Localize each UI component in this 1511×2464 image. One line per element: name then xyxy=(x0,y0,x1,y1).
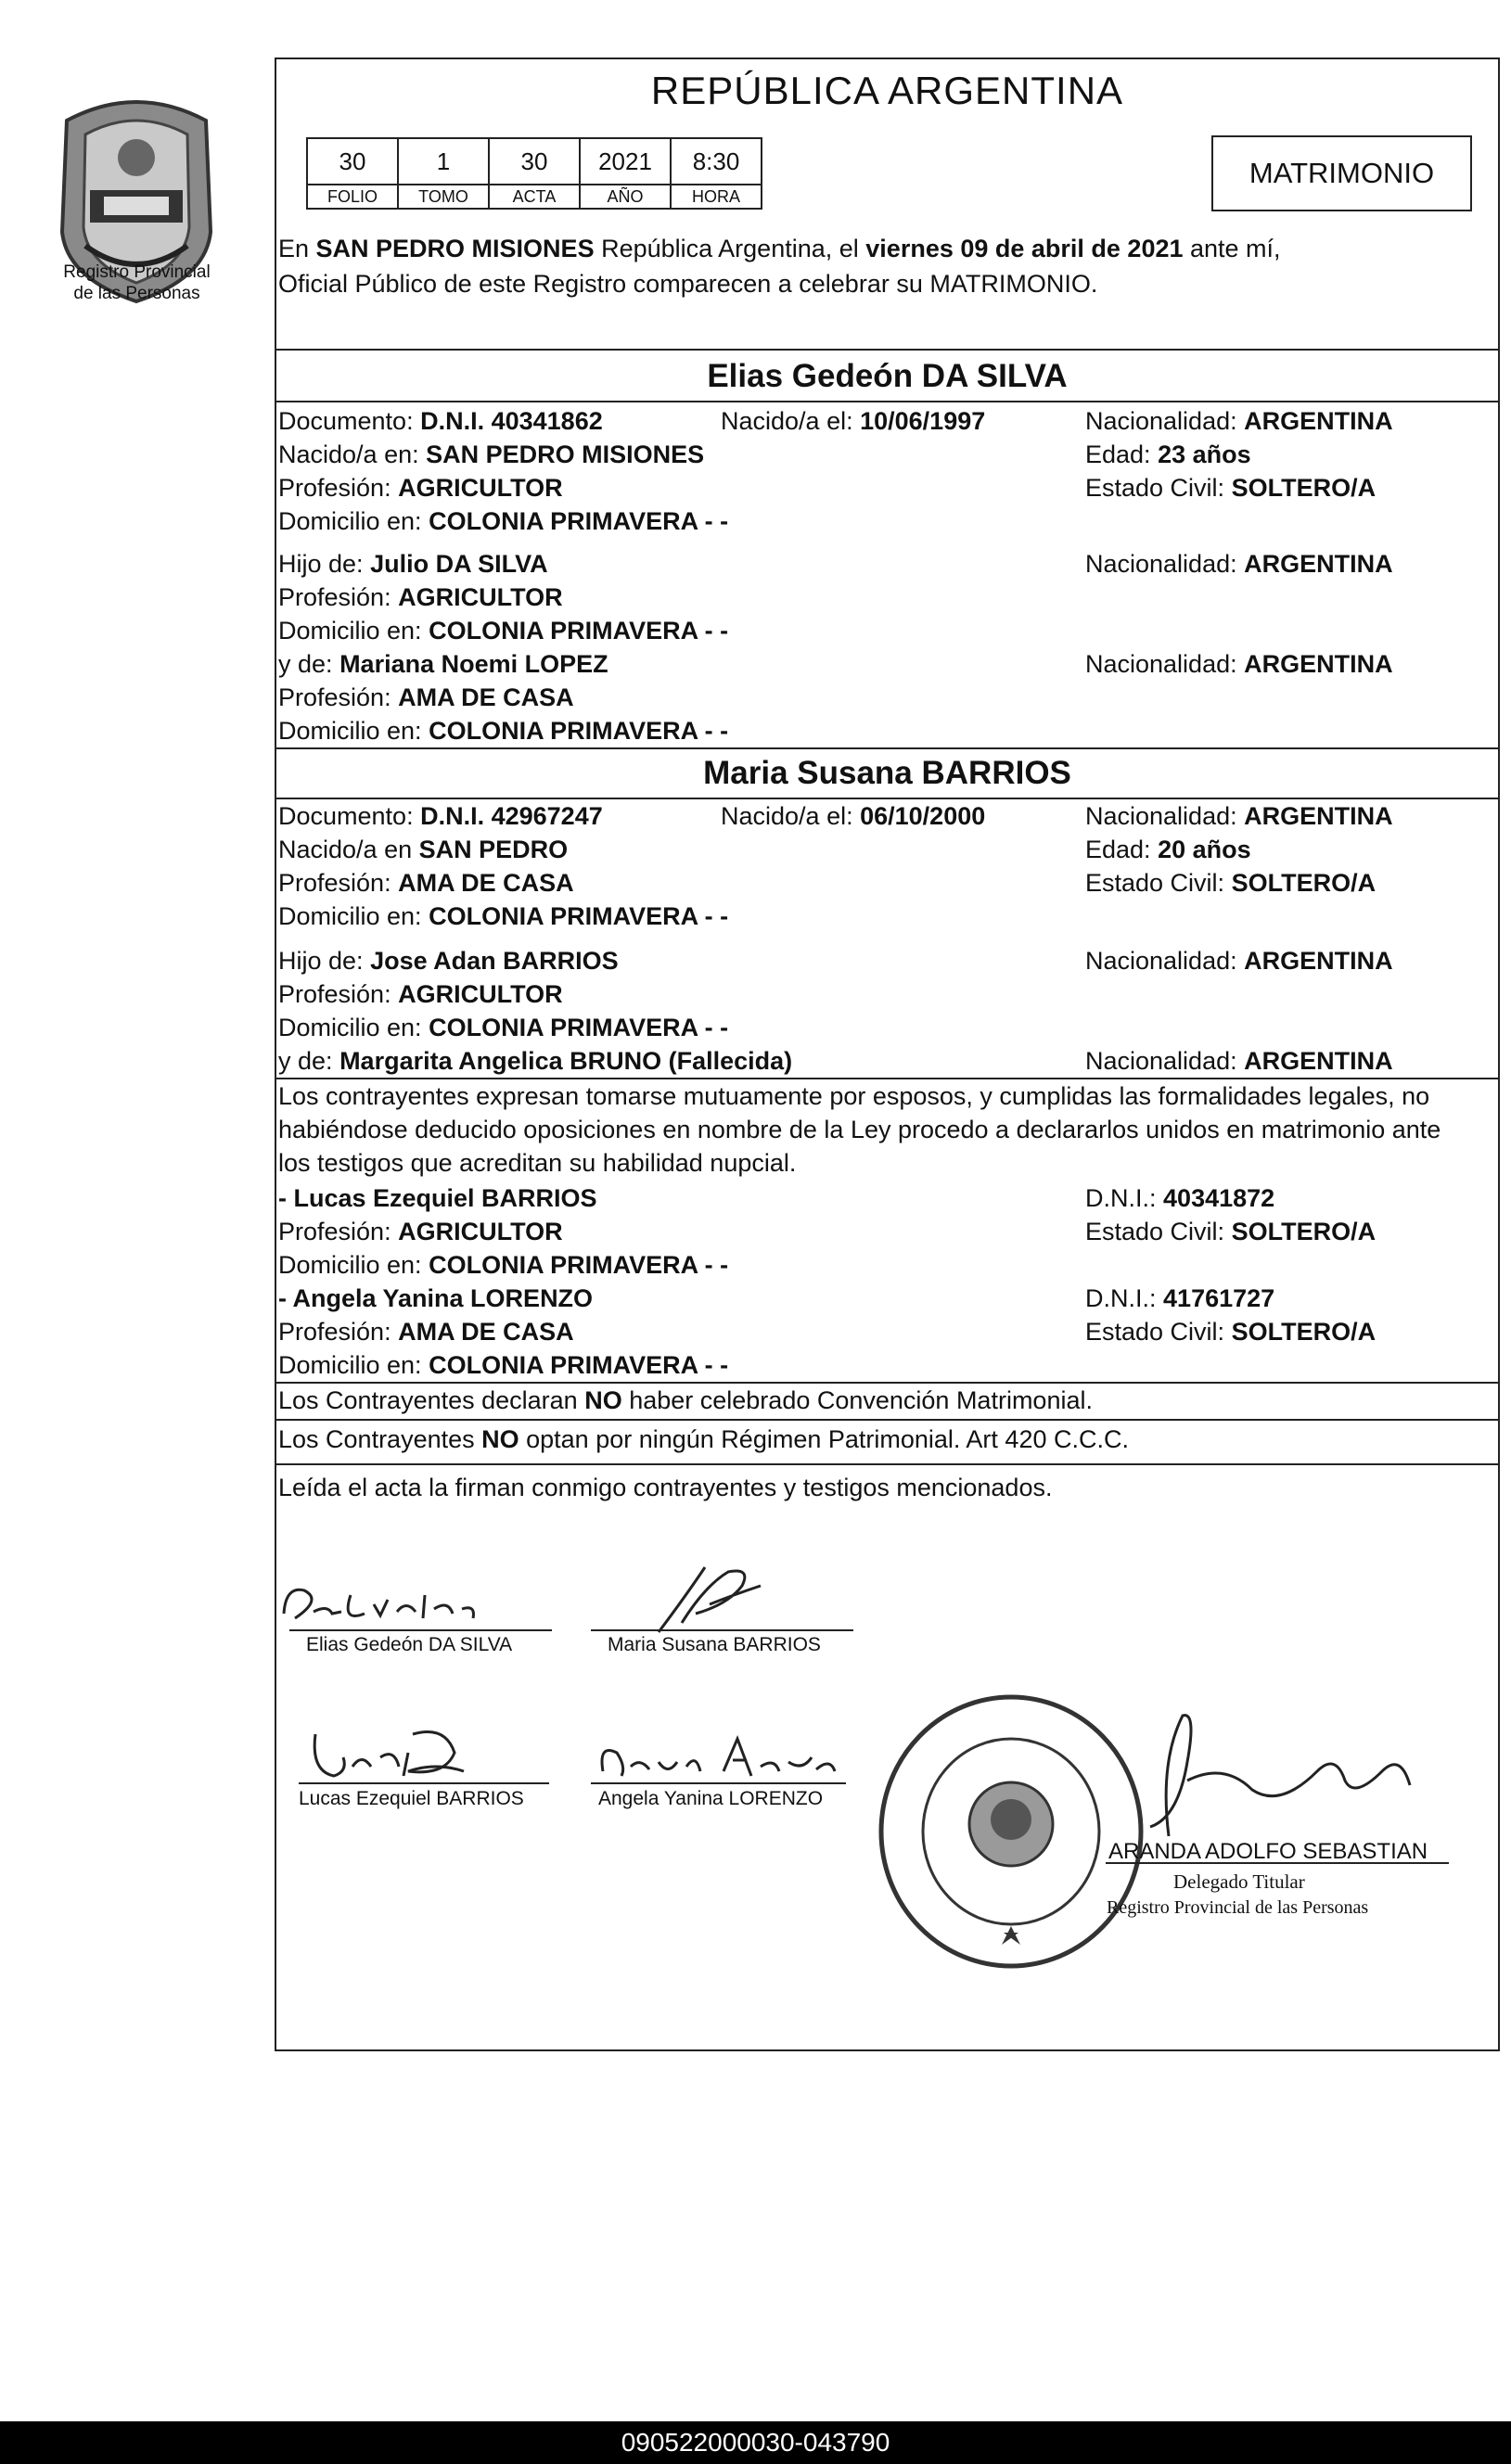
prof-value: AMA DE CASA xyxy=(398,683,574,711)
place-value: SAN PEDRO xyxy=(418,836,569,863)
divider xyxy=(275,401,1500,402)
prof-value: AMA DE CASA xyxy=(398,1318,574,1346)
regime-l2b: NO xyxy=(481,1425,519,1453)
spouse1-father-prof xyxy=(278,581,563,614)
nat-label: Nacionalidad: xyxy=(1085,802,1237,830)
born-value: 10/06/1997 xyxy=(860,407,986,435)
signature-line xyxy=(591,1629,853,1631)
hora-label: HORA xyxy=(671,185,762,209)
spouse1-place xyxy=(278,438,704,471)
spouse2-born xyxy=(721,799,985,833)
signature-name-2: Maria Susana BARRIOS xyxy=(608,1634,821,1655)
declaration-text xyxy=(278,1079,1495,1180)
age-label: Edad: xyxy=(1085,440,1151,468)
tomo-label: TOMO xyxy=(398,185,489,209)
dom-value: COLONIA PRIMAVERA - - xyxy=(429,1014,729,1041)
divider xyxy=(275,349,1500,351)
intro-p2: República Argentina, el xyxy=(594,235,866,262)
intro-p3: ante mí, xyxy=(1183,235,1281,262)
witness2-prof xyxy=(278,1315,574,1348)
nat-value: ARGENTINA xyxy=(1244,947,1393,975)
witness1-name: - Lucas Ezequiel BARRIOS xyxy=(278,1184,597,1212)
nat-label: Nacionalidad: xyxy=(1085,947,1237,975)
dni-label: D.N.I.: xyxy=(1085,1284,1157,1312)
spouse1-age xyxy=(1085,438,1251,471)
logo-caption xyxy=(28,262,246,304)
intro-place: SAN PEDRO MISIONES xyxy=(315,235,595,262)
intro-date: viernes 09 de abril de 2021 xyxy=(865,235,1184,262)
dni-label: D.N.I.: xyxy=(1085,1184,1157,1212)
prof-label: Profesión: xyxy=(278,1218,391,1245)
spouse2-civil xyxy=(1085,866,1376,900)
nat-value: ARGENTINA xyxy=(1244,650,1393,678)
father-value: Julio DA SILVA xyxy=(370,550,548,578)
spouse2-prof xyxy=(278,866,574,900)
signature-name-4: Angela Yanina LORENZO xyxy=(598,1788,824,1809)
signature-name-3: Lucas Ezequiel BARRIOS xyxy=(299,1788,524,1809)
prof-value: AMA DE CASA xyxy=(398,869,574,897)
spouse2-father-nat xyxy=(1085,944,1393,977)
spouse1-mother-nat xyxy=(1085,647,1393,681)
official-name: ARANDA ADOLFO SEBASTIAN xyxy=(1108,1839,1428,1864)
mother-value: Margarita Angelica BRUNO (Fallecida) xyxy=(339,1047,793,1075)
nat-label: Nacionalidad: xyxy=(1085,650,1237,678)
official-office: Registro Provincial de las Personas xyxy=(1107,1897,1369,1918)
declaration-line1: Los contrayentes expresan tomarse mutuamente por esposos, y cumplidas las formalidades legales, no xyxy=(278,1082,1430,1110)
regime-l2a: Los Contrayentes xyxy=(278,1425,482,1453)
spouse2-dom xyxy=(278,900,728,933)
regime-line2 xyxy=(278,1423,1129,1456)
dom-label: Domicilio en: xyxy=(278,507,422,535)
spouse2-place xyxy=(278,833,568,866)
nat-value: ARGENTINA xyxy=(1244,407,1393,435)
doc-value: D.N.I. 40341862 xyxy=(420,407,603,435)
spouse1-father-nat xyxy=(1085,547,1393,581)
civil-label: Estado Civil: xyxy=(1085,869,1225,897)
civil-value: SOLTERO/A xyxy=(1231,869,1377,897)
mother-label: y de: xyxy=(278,1047,333,1075)
signature-elias xyxy=(276,1577,555,1632)
spouse1-mother xyxy=(278,647,608,681)
intro-line1 xyxy=(278,232,1281,265)
dni-value: 41761727 xyxy=(1163,1284,1275,1312)
spouse1-born xyxy=(721,404,985,438)
folio-label: FOLIO xyxy=(307,185,398,209)
signature-name-1: Elias Gedeón DA SILVA xyxy=(306,1634,513,1655)
prof-label: Profesión: xyxy=(278,980,391,1008)
acta-label: ACTA xyxy=(489,185,580,209)
prof-label: Profesión: xyxy=(278,869,391,897)
nat-label: Nacionalidad: xyxy=(1085,1047,1237,1075)
signature-angela xyxy=(594,1725,844,1790)
official-title: Delegado Titular xyxy=(1173,1870,1305,1893)
closing-text: Leída el acta la firman conmigo contrayentes y testigos mencionados. xyxy=(278,1474,1053,1501)
spouse2-father-prof xyxy=(278,977,563,1011)
witness2-dom xyxy=(278,1348,728,1382)
anio-value: 2021 xyxy=(580,138,671,185)
civil-label: Estado Civil: xyxy=(1085,474,1225,502)
regime-line1 xyxy=(278,1384,1093,1417)
doc-value: D.N.I. 42967247 xyxy=(420,802,603,830)
prof-label: Profesión: xyxy=(278,683,391,711)
divider xyxy=(275,747,1500,749)
signature-line xyxy=(591,1782,846,1784)
nat-value: ARGENTINA xyxy=(1244,1047,1393,1075)
prof-label: Profesión: xyxy=(278,1318,391,1346)
place-label: Nacido/a en xyxy=(278,836,413,863)
logo-caption-line1: Registro Provincial xyxy=(63,262,211,282)
spouse2-father-dom xyxy=(278,1011,728,1044)
regime-l1b: NO xyxy=(584,1386,622,1414)
civil-value: SOLTERO/A xyxy=(1231,1318,1377,1346)
dom-value: COLONIA PRIMAVERA - - xyxy=(429,1351,729,1379)
spouse1-nat xyxy=(1085,404,1393,438)
signature-line xyxy=(299,1782,549,1784)
regime-l1a: Los Contrayentes declaran xyxy=(278,1386,585,1414)
spouse2-mother xyxy=(278,1044,792,1078)
dom-label: Domicilio en: xyxy=(278,1251,422,1279)
father-value: Jose Adan BARRIOS xyxy=(370,947,619,975)
spouse1-father-dom xyxy=(278,614,728,647)
dom-value: COLONIA PRIMAVERA - - xyxy=(429,617,729,645)
prof-value: AGRICULTOR xyxy=(398,980,563,1008)
witness1-prof xyxy=(278,1215,563,1248)
logo-caption-line2: de las Personas xyxy=(73,284,200,303)
nat-label: Nacionalidad: xyxy=(1085,407,1237,435)
mother-label: y de: xyxy=(278,650,333,678)
nat-value: ARGENTINA xyxy=(1244,550,1393,578)
intro-line2: Oficial Público de este Registro comparecen a celebrar su MATRIMONIO. xyxy=(278,270,1098,298)
prof-value: AGRICULTOR xyxy=(398,474,563,502)
dom-label: Domicilio en: xyxy=(278,1351,422,1379)
civil-value: SOLTERO/A xyxy=(1231,474,1377,502)
civil-value: SOLTERO/A xyxy=(1231,1218,1377,1245)
spouse1-name: Elias Gedeón DA SILVA xyxy=(707,358,1068,394)
spouse2-mother-nat xyxy=(1085,1044,1393,1078)
dni-value: 40341872 xyxy=(1163,1184,1275,1212)
nat-value: ARGENTINA xyxy=(1244,802,1393,830)
born-label: Nacido/a el: xyxy=(721,407,853,435)
dom-value: COLONIA PRIMAVERA - - xyxy=(429,717,729,745)
prof-value: AGRICULTOR xyxy=(398,1218,563,1245)
father-label: Hijo de: xyxy=(278,550,364,578)
spouse1-civil xyxy=(1085,471,1376,504)
spouse2-father xyxy=(278,944,619,977)
mother-value: Mariana Noemi LOPEZ xyxy=(339,650,608,678)
nat-label: Nacionalidad: xyxy=(1085,550,1237,578)
signature-lucas xyxy=(306,1716,473,1790)
spouse1-prof xyxy=(278,471,563,504)
official-signature-line xyxy=(1106,1862,1449,1864)
spouse1-mother-prof xyxy=(278,681,574,714)
signature-official xyxy=(1095,1706,1447,1845)
spouse1-mother-dom xyxy=(278,714,728,747)
witness1-dni xyxy=(1085,1181,1274,1215)
age-value: 23 años xyxy=(1158,440,1251,468)
place-label: Nacido/a en: xyxy=(278,440,419,468)
country-title: REPÚBLICA ARGENTINA xyxy=(650,69,1124,112)
dom-value: COLONIA PRIMAVERA - - xyxy=(429,1251,729,1279)
born-value: 06/10/2000 xyxy=(860,802,986,830)
declaration-line2: habiéndose deducido oposiciones en nombre de la Ley procedo a declararlos unidos en matrimonio ante xyxy=(278,1116,1441,1143)
father-label: Hijo de: xyxy=(278,947,364,975)
doc-label: Documento: xyxy=(278,407,414,435)
spouse1-father xyxy=(278,547,548,581)
witness2-dni xyxy=(1085,1282,1274,1315)
tomo-value: 1 xyxy=(398,138,489,185)
registry-table xyxy=(306,137,762,210)
dom-label: Domicilio en: xyxy=(278,717,422,745)
prof-label: Profesión: xyxy=(278,474,391,502)
dom-value: COLONIA PRIMAVERA - - xyxy=(429,902,729,930)
witness2-civil xyxy=(1085,1315,1376,1348)
footer-code: 090522000030-043790 xyxy=(621,2428,890,2457)
civil-label: Estado Civil: xyxy=(1085,1218,1225,1245)
civil-label: Estado Civil: xyxy=(1085,1318,1225,1346)
spouse1-dom xyxy=(278,504,728,538)
divider xyxy=(275,1419,1500,1421)
doc-label: Documento: xyxy=(278,802,414,830)
prof-label: Profesión: xyxy=(278,583,391,611)
dom-label: Domicilio en: xyxy=(278,1014,422,1041)
signature-line xyxy=(289,1629,552,1631)
folio-value: 30 xyxy=(307,138,398,185)
prof-value: AGRICULTOR xyxy=(398,583,563,611)
dom-value: COLONIA PRIMAVERA - - xyxy=(429,507,729,535)
declaration-line3: los testigos que acreditan su habilidad nupcial. xyxy=(278,1149,797,1177)
witness1-dom xyxy=(278,1248,728,1282)
spouse2-nat xyxy=(1085,799,1393,833)
place-value: SAN PEDRO MISIONES xyxy=(426,440,705,468)
spouse2-name: Maria Susana BARRIOS xyxy=(703,755,1071,791)
spouse2-doc xyxy=(278,799,603,833)
anio-label: AÑO xyxy=(580,185,671,209)
witness1-civil xyxy=(1085,1215,1376,1248)
hora-value: 8:30 xyxy=(671,138,762,185)
born-label: Nacido/a el: xyxy=(721,802,853,830)
dom-label: Domicilio en: xyxy=(278,902,422,930)
age-value: 20 años xyxy=(1158,836,1251,863)
act-type-box: MATRIMONIO xyxy=(1211,135,1472,211)
spouse2-age xyxy=(1085,833,1251,866)
spouse1-doc xyxy=(278,404,603,438)
regime-l1c: haber celebrado Convención Matrimonial. xyxy=(621,1386,1093,1414)
dom-label: Domicilio en: xyxy=(278,617,422,645)
regime-l2c: optan por ningún Régimen Patrimonial. Art 420 C.C.C. xyxy=(519,1425,1129,1453)
acta-value: 30 xyxy=(489,138,580,185)
divider xyxy=(275,1463,1500,1465)
intro-p1: En xyxy=(278,235,316,262)
witness2-name: - Angela Yanina LORENZO xyxy=(278,1284,594,1312)
age-label: Edad: xyxy=(1085,836,1151,863)
